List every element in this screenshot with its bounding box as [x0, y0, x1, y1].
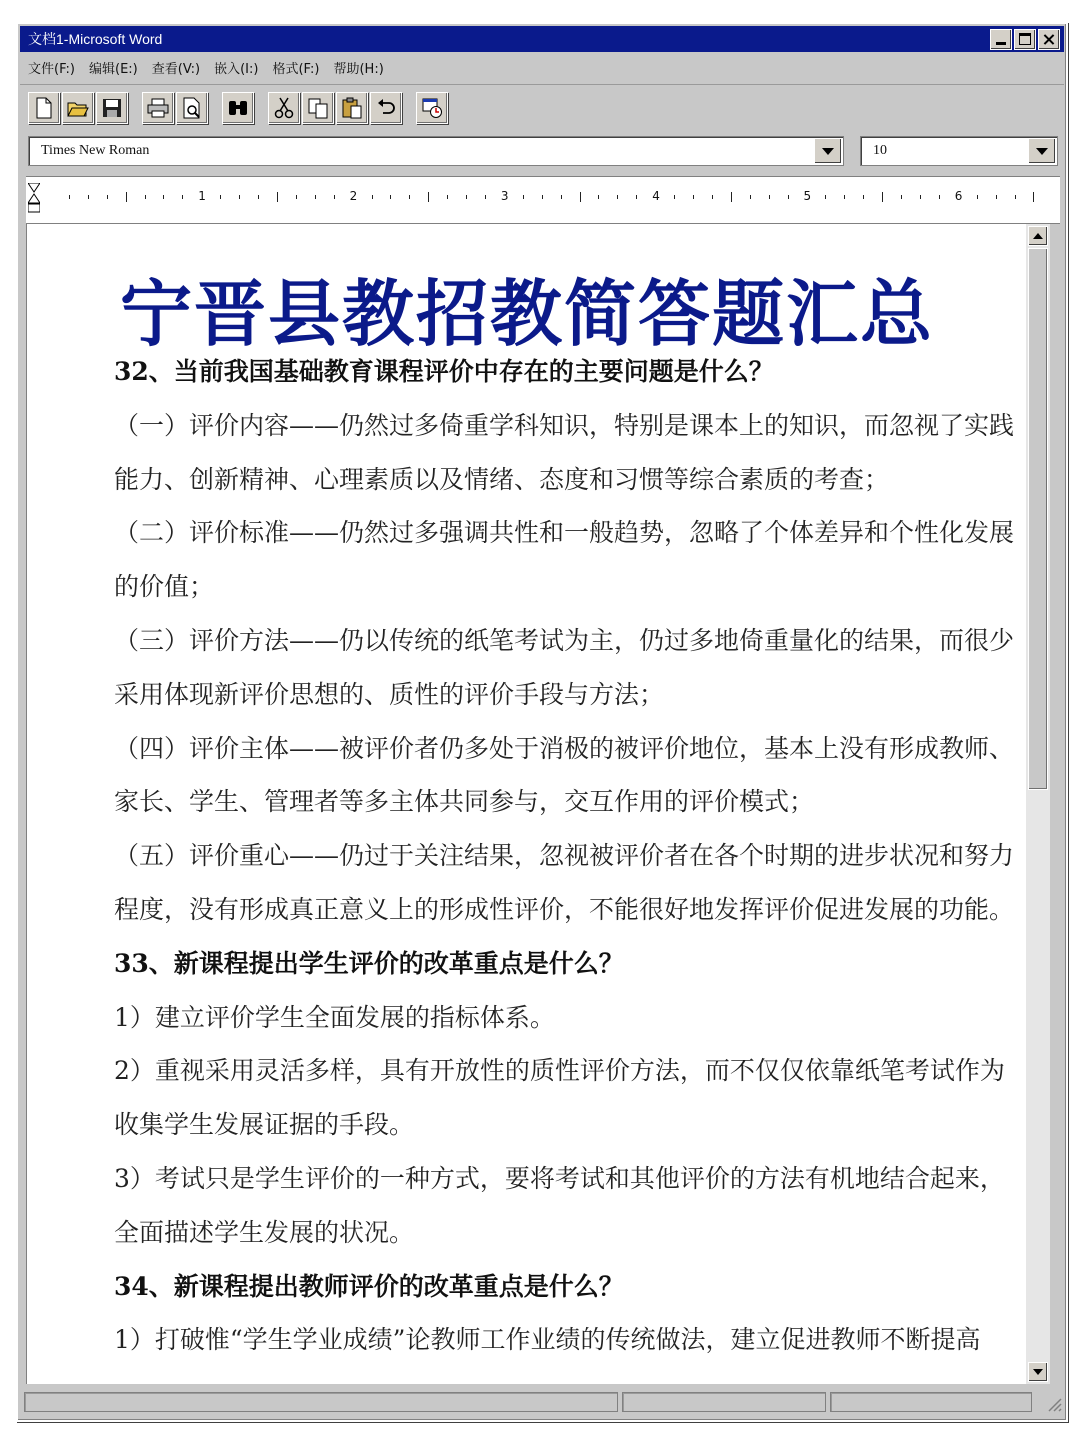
cut-icon	[274, 97, 294, 119]
ruler-tick	[1015, 195, 1016, 199]
ruler-tick	[182, 195, 183, 199]
ruler-tick	[844, 195, 845, 199]
answer-line: （五）评价重心——仍过于关注结果，忽视被评价者在各个时期的进步状况和努力	[114, 841, 1015, 871]
answer-line: （一）评价内容——仍然过多倚重学科知识，特别是课本上的知识，而忽视了实践	[114, 410, 1015, 440]
title-bar[interactable]	[20, 26, 1064, 52]
answer-line: 2）重视采用灵活多样，具有开放性的质性评价方法，而不仅仅依靠纸笔考试作为	[114, 1056, 1005, 1086]
ruler-tick	[674, 195, 675, 199]
ruler-tick	[523, 195, 524, 199]
ruler-number: 6	[954, 189, 963, 203]
ruler-tick	[390, 195, 391, 199]
ruler-tick	[712, 195, 713, 199]
question-heading: 34、新课程提出教师评价的改革重点是什么？	[114, 1271, 624, 1301]
menu-view[interactable]: 查看(V:)	[151, 61, 201, 77]
answer-line: 能力、创新精神、心理素质以及情绪、态度和习惯等综合素质的考查；	[114, 464, 890, 494]
ruler-tick	[239, 195, 240, 199]
font-size-dropdown-icon[interactable]	[1028, 138, 1056, 164]
ruler-tick	[863, 195, 864, 199]
save-icon	[102, 98, 122, 118]
maximize-button[interactable]	[1014, 29, 1036, 50]
ruler-tick	[296, 195, 297, 199]
answer-line: 家长、学生、管理者等多主体共同参与，交互作用的评价模式；	[114, 787, 815, 817]
print-preview-button[interactable]	[176, 92, 208, 124]
save-button[interactable]	[96, 92, 128, 124]
ruler-number: 1	[198, 189, 206, 203]
menu-file[interactable]: 文件(F:)	[28, 61, 75, 77]
ruler-tick	[750, 195, 751, 199]
ruler-tick	[466, 195, 467, 199]
ruler-tick	[145, 195, 146, 199]
paste-icon	[341, 97, 363, 119]
ruler-tick	[220, 195, 221, 199]
ruler-tick	[69, 195, 70, 199]
font-name-dropdown-icon[interactable]	[814, 138, 842, 164]
resize-grip-icon[interactable]	[1044, 1394, 1062, 1412]
ruler-number: 4	[652, 189, 660, 203]
insert-date-time-icon	[421, 97, 443, 119]
horizontal-ruler[interactable]	[26, 176, 1060, 224]
standard-toolbar	[20, 84, 1064, 131]
ruler-tick	[163, 195, 164, 199]
document-page[interactable]	[26, 224, 1027, 1384]
answer-line: 的价值；	[114, 572, 215, 602]
ruler-tick	[561, 195, 562, 199]
ruler-tick	[920, 195, 921, 199]
find-button[interactable]	[222, 92, 254, 124]
ruler-tick	[901, 195, 902, 199]
answer-line: 3）考试只是学生评价的一种方式，要将考试和其他评价的方法有机地结合起来，	[114, 1164, 1005, 1193]
ruler-tick	[126, 192, 127, 202]
ruler-tick	[939, 195, 940, 199]
ruler-tick	[409, 195, 410, 199]
font-name-select[interactable]	[28, 136, 844, 166]
open-folder-icon	[67, 98, 89, 118]
ruler-tick	[428, 192, 429, 202]
ruler-tick	[580, 192, 581, 202]
ruler-tick	[447, 195, 448, 199]
ruler-tick	[769, 195, 770, 199]
status-panel-main	[24, 1392, 618, 1412]
scroll-thumb[interactable]	[1028, 248, 1048, 790]
ruler-tick	[882, 192, 883, 202]
document-title: 宁晋县教招教简答题汇总	[119, 272, 934, 356]
scroll-up-button[interactable]	[1028, 226, 1048, 246]
ruler-tick	[996, 195, 997, 199]
ruler-tick	[107, 195, 108, 199]
insert-date-time-button[interactable]	[416, 92, 448, 124]
answer-line: 1）建立评价学生全面发展的指标体系。	[114, 1002, 555, 1032]
ruler-tick	[315, 195, 316, 199]
ruler-tick	[485, 195, 486, 199]
answer-line: 程度，没有形成真正意义上的形成性评价，不能很好地发挥评价促进发展的功能。	[114, 895, 1015, 924]
close-button[interactable]	[1038, 29, 1060, 50]
answer-line: （二）评价标准——仍然过多强调共性和一般趋势，忽略了个体差异和个性化发展	[114, 518, 1015, 548]
answer-line: 采用体现新评价思想的、质性的评价手段与方法；	[114, 679, 665, 709]
cut-button[interactable]	[268, 92, 300, 124]
new-document-button[interactable]	[28, 92, 60, 124]
formatting-toolbar	[26, 136, 1058, 168]
answer-line: 全面描述学生发展的状况。	[114, 1217, 415, 1247]
ruler-tick	[277, 192, 278, 202]
ruler-tick	[1033, 192, 1034, 202]
menu-insert[interactable]: 嵌入(I:)	[214, 61, 259, 77]
ruler-tick	[731, 192, 732, 202]
font-name-value: Times New Roman	[41, 143, 150, 158]
menu-bar	[20, 54, 1064, 80]
menu-format[interactable]: 格式(F:)	[272, 61, 320, 77]
ruler-tick	[617, 195, 618, 199]
question-heading: 33、新课程提出学生评价的改革重点是什么？	[114, 948, 624, 978]
scroll-down-button[interactable]	[1028, 1362, 1048, 1382]
ruler-number: 3	[500, 189, 509, 203]
ruler-tick	[788, 195, 789, 199]
copy-button[interactable]	[302, 92, 334, 124]
ruler-tick	[88, 195, 89, 199]
ruler-tick	[372, 195, 373, 199]
ruler-tick	[825, 195, 826, 199]
print-preview-icon	[182, 97, 202, 119]
question-heading: 32、当前我国基础教育课程评价中存在的主要问题是什么？	[114, 357, 774, 386]
ruler-tick	[977, 195, 978, 199]
answer-line: （三）评价方法——仍以传统的纸笔考试为主，仍过多地倚重量化的结果，而很少	[114, 626, 1015, 655]
find-binoculars-icon	[227, 99, 249, 117]
ruler-tick	[636, 195, 637, 199]
answer-line: 1）打破惟“学生学业成绩”论教师工作业绩的传统做法，建立促进教师不断提高	[114, 1325, 981, 1355]
vertical-scrollbar[interactable]	[1026, 224, 1050, 1384]
status-panel-2	[622, 1392, 826, 1412]
ruler-tick	[542, 195, 543, 199]
menu-edit[interactable]: 编辑(E:)	[89, 61, 138, 77]
undo-button[interactable]	[370, 92, 402, 124]
indent-marker-icon[interactable]	[28, 183, 40, 219]
font-size-select[interactable]	[860, 136, 1058, 166]
print-button[interactable]	[142, 92, 174, 124]
undo-icon	[376, 99, 396, 117]
open-button[interactable]	[62, 92, 94, 124]
ruler-tick	[598, 195, 599, 199]
window-title: 文档1-Microsoft Word	[28, 31, 163, 47]
paste-button[interactable]	[336, 92, 368, 124]
status-bar	[20, 1386, 1064, 1414]
font-size-value: 10	[873, 143, 887, 158]
minimize-button[interactable]	[990, 29, 1012, 50]
menu-help[interactable]: 帮助(H:)	[333, 61, 384, 77]
ruler-number: 2	[349, 189, 358, 203]
word-window	[16, 22, 1068, 1422]
ruler-number: 5	[803, 189, 812, 203]
answer-line: 收集学生发展证据的手段。	[114, 1110, 415, 1140]
print-icon	[147, 98, 169, 118]
ruler-tick	[693, 195, 694, 199]
new-document-icon	[34, 97, 54, 119]
ruler-tick	[334, 195, 335, 199]
copy-icon	[307, 97, 329, 119]
answer-line: （四）评价主体——被评价者仍多处于消极的被评价地位，基本上没有形成教师、	[114, 733, 1015, 763]
window-controls	[990, 29, 1060, 50]
ruler-tick	[258, 195, 259, 199]
status-panel-3	[830, 1392, 1032, 1412]
